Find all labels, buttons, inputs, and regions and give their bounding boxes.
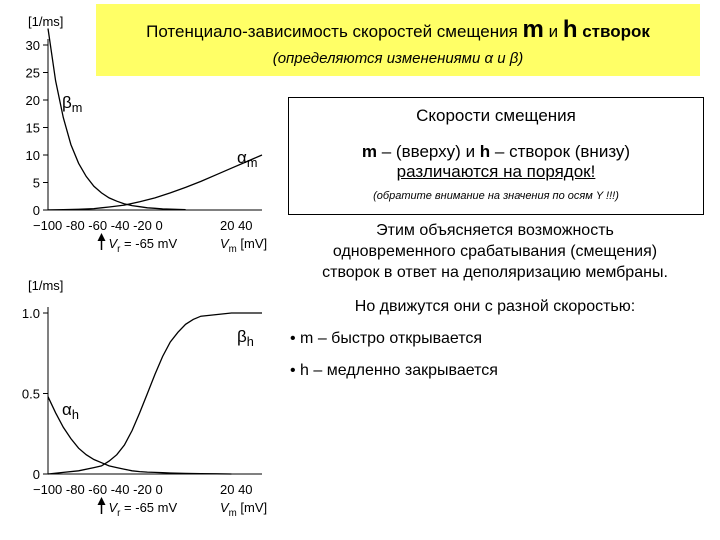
x-tick-labels-positive: 20 40 [220, 482, 253, 497]
info-emphasis: различаются на порядок! [396, 162, 596, 181]
x-axis-label: $V_m$ [mV] [220, 500, 268, 519]
x-tick-labels-negative: −100 -80 -60 -40 -20 0 [33, 482, 163, 497]
title-m: m [522, 16, 544, 43]
explain-line-1: Этим объясняется возможность [376, 222, 614, 239]
info-title: Скорости смещения [416, 106, 576, 125]
series-label-beta-m: $\beta_m$ [62, 93, 83, 115]
series-alpha-m [48, 155, 262, 210]
series-label-beta-h: $\beta_h$ [237, 327, 254, 349]
y-tick-label: 25 [25, 65, 40, 81]
x-tick-labels-positive: 20 40 [220, 218, 253, 233]
series-beta-m [48, 29, 186, 210]
chart-1 [26, 14, 262, 250]
rest-arrow-icon [98, 233, 106, 241]
different-speed-text: Но движутся они с разной скоростью: [354, 298, 636, 315]
y-axis-label: [1/ms] [28, 14, 64, 29]
x-tick-labels-negative: −100 -80 -60 -40 -20 0 [33, 218, 163, 233]
rest-arrow-icon [98, 497, 106, 505]
chart-2 [22, 278, 262, 514]
y-tick-label: 10 [25, 148, 40, 163]
slide-subtitle: (определяются изменениями α и β) [272, 50, 524, 67]
info-note: (обратите внимание на значения по осям Y !!!) [373, 190, 619, 202]
explain-line-2: одновременного срабатывания (смещения) [332, 243, 658, 260]
title-post: створок [577, 22, 650, 41]
bullet-h: • h – медленно закрывается [290, 362, 498, 379]
rest-potential-label: $V_r = -65$ mV [108, 236, 178, 255]
y-tick-label: 20 [25, 93, 40, 108]
title-text: Потенциало-зависимость скоростей смещения [146, 22, 523, 41]
y-tick-label: 0 [32, 467, 40, 482]
y-tick-label: 5 [32, 175, 40, 191]
info-m: m [361, 142, 378, 161]
x-axis-label: $V_m$ [mV] [220, 236, 268, 255]
y-tick-label: 1.0 [21, 306, 40, 321]
y-tick-label: 0.5 [21, 386, 40, 402]
series-label-alpha-m: $\alpha_m$ [237, 148, 258, 170]
info-end: – створок (внизу) [490, 142, 631, 161]
title-and: и [543, 22, 563, 41]
info-mid: – (вверху) и [377, 142, 480, 161]
rest-potential-label: $V_r = -65$ mV [108, 500, 178, 519]
y-tick-label: 15 [25, 120, 40, 136]
y-tick-label: 30 [25, 38, 40, 53]
y-axis-label: [1/ms] [28, 278, 64, 293]
bullet-m: • m – быстро открывается [290, 330, 483, 347]
title-h: h [562, 16, 578, 43]
y-tick-label: 0 [32, 203, 40, 218]
explain-line-3: створок в ответ на деполяризацию мембраны. [322, 264, 668, 281]
series-label-alpha-h: $\alpha_h$ [62, 400, 79, 422]
info-h: h [479, 142, 491, 161]
